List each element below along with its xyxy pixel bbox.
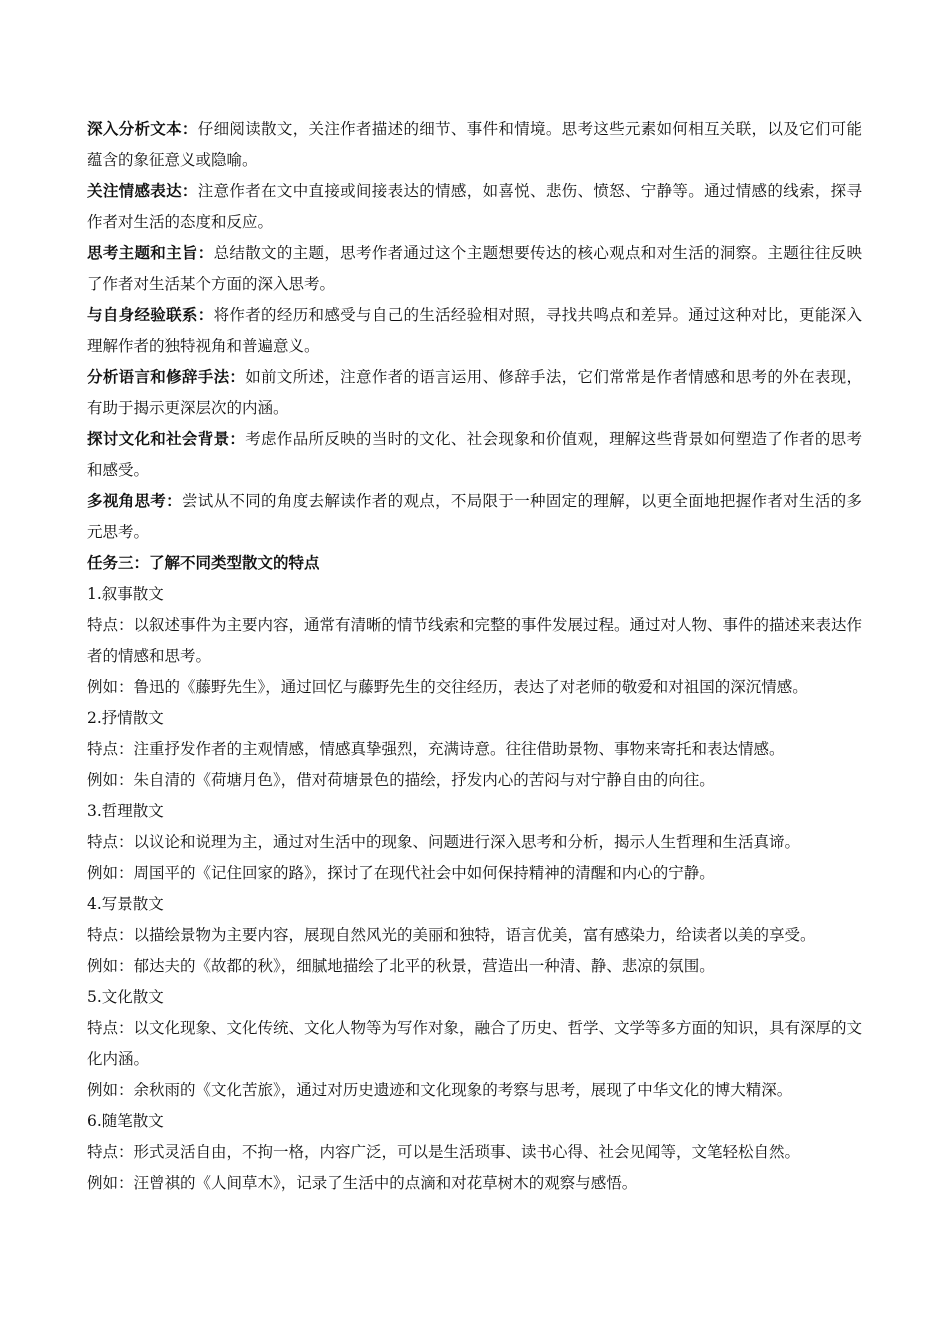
type-example: 例如：郁达夫的《故都的秋》，细腻地描绘了北平的秋景，营造出一种清、静、悲凉的氛围。 — [87, 957, 715, 975]
point-label: 与自身经验联系： — [87, 306, 214, 324]
point-paragraph — [87, 176, 862, 238]
task-heading: 任务三：了解不同类型散文的特点 — [87, 554, 320, 572]
point-label: 关注情感表达： — [87, 182, 198, 200]
point-text: 如前文所述，注意作者的语言运用、修辞手法，它们常常是作者情感和思考的外在表现，有助于揭示更深层次的内涵。 — [87, 368, 862, 417]
point-text: 尝试从不同的角度去解读作者的观点，不局限于一种固定的理解，以更全面地把握作者对生活的多元思考。 — [87, 492, 862, 541]
point-paragraph — [87, 300, 862, 362]
type-feature: 特点：注重抒发作者的主观情感，情感真挚强烈，充满诗意。往往借助景物、事物来寄托和表达情感。 — [87, 740, 785, 758]
type-title: 1.叙事散文 — [87, 585, 164, 603]
point-paragraph — [87, 424, 862, 486]
type-example: 例如：周国平的《记住回家的路》，探讨了在现代社会中如何保持精神的清醒和内心的宁静。 — [87, 864, 715, 882]
type-title: 5.文化散文 — [87, 988, 164, 1006]
point-paragraph — [87, 486, 862, 548]
point-paragraph — [87, 238, 862, 300]
type-example: 例如：余秋雨的《文化苦旅》，通过对历史遗迹和文化现象的考察与思考，展现了中华文化的博大精深。 — [87, 1081, 793, 1099]
point-text: 考虑作品所反映的当时的文化、社会现象和价值观，理解这些背景如何塑造了作者的思考和感受。 — [87, 430, 862, 479]
point-text: 将作者的经历和感受与自己的生活经验相对照，寻找共鸣点和差异。通过这种对比，更能深入理解作者的独特视角和普遍意义。 — [87, 306, 862, 355]
type-feature: 特点：以叙述事件为主要内容，通常有清晰的情节线索和完整的事件发展过程。通过对人物、事件的描述来表达作者的情感和思考。 — [87, 616, 863, 665]
type-feature: 特点：以文化现象、文化传统、文化人物等为写作对象，融合了历史、哲学、文学等多方面的知识，具有深厚的文化内涵。 — [87, 1019, 863, 1068]
point-text: 注意作者在文中直接或间接表达的情感，如喜悦、悲伤、愤怒、宁静等。通过情感的线索，探寻作者对生活的态度和反应。 — [87, 182, 862, 231]
point-text: 总结散文的主题，思考作者通过这个主题想要传达的核心观点和对生活的洞察。主题往往反映了作者对生活某个方面的深入思考。 — [87, 244, 862, 293]
point-label: 多视角思考： — [87, 492, 182, 510]
type-example: 例如：鲁迅的《藤野先生》，通过回忆与藤野先生的交往经历，表达了对老师的敬爱和对祖国的深沉情感。 — [87, 678, 808, 696]
point-label: 思考主题和主旨： — [87, 244, 214, 262]
type-title: 4.写景散文 — [87, 895, 164, 913]
type-title: 6.随笔散文 — [87, 1112, 164, 1130]
type-example: 例如：朱自清的《荷塘月色》，借对荷塘景色的描绘，抒发内心的苦闷与对宁静自由的向往。 — [87, 771, 715, 789]
document-page — [87, 114, 862, 1199]
point-label: 分析语言和修辞手法： — [87, 368, 246, 386]
point-label: 深入分析文本： — [87, 120, 198, 138]
point-text: 仔细阅读散文，关注作者描述的细节、事件和情境。思考这些元素如何相互关联，以及它们可能蕴含的象征意义或隐喻。 — [87, 120, 862, 169]
point-label: 探讨文化和社会背景： — [87, 430, 246, 448]
type-feature: 特点：形式灵活自由，不拘一格，内容广泛，可以是生活琐事、读书心得、社会见闻等，文笔轻松自然。 — [87, 1143, 801, 1161]
type-title: 3.哲理散文 — [87, 802, 164, 820]
type-feature: 特点：以描绘景物为主要内容，展现自然风光的美丽和独特，语言优美，富有感染力，给读者以美的享受。 — [87, 926, 816, 944]
type-feature: 特点：以议论和说理为主，通过对生活中的现象、问题进行深入思考和分析，揭示人生哲理和生活真谛。 — [87, 833, 801, 851]
point-paragraph — [87, 114, 862, 176]
type-title: 2.抒情散文 — [87, 709, 164, 727]
point-paragraph — [87, 362, 862, 424]
type-example: 例如：汪曾祺的《人间草木》，记录了生活中的点滴和对花草树木的观察与感悟。 — [87, 1174, 638, 1192]
